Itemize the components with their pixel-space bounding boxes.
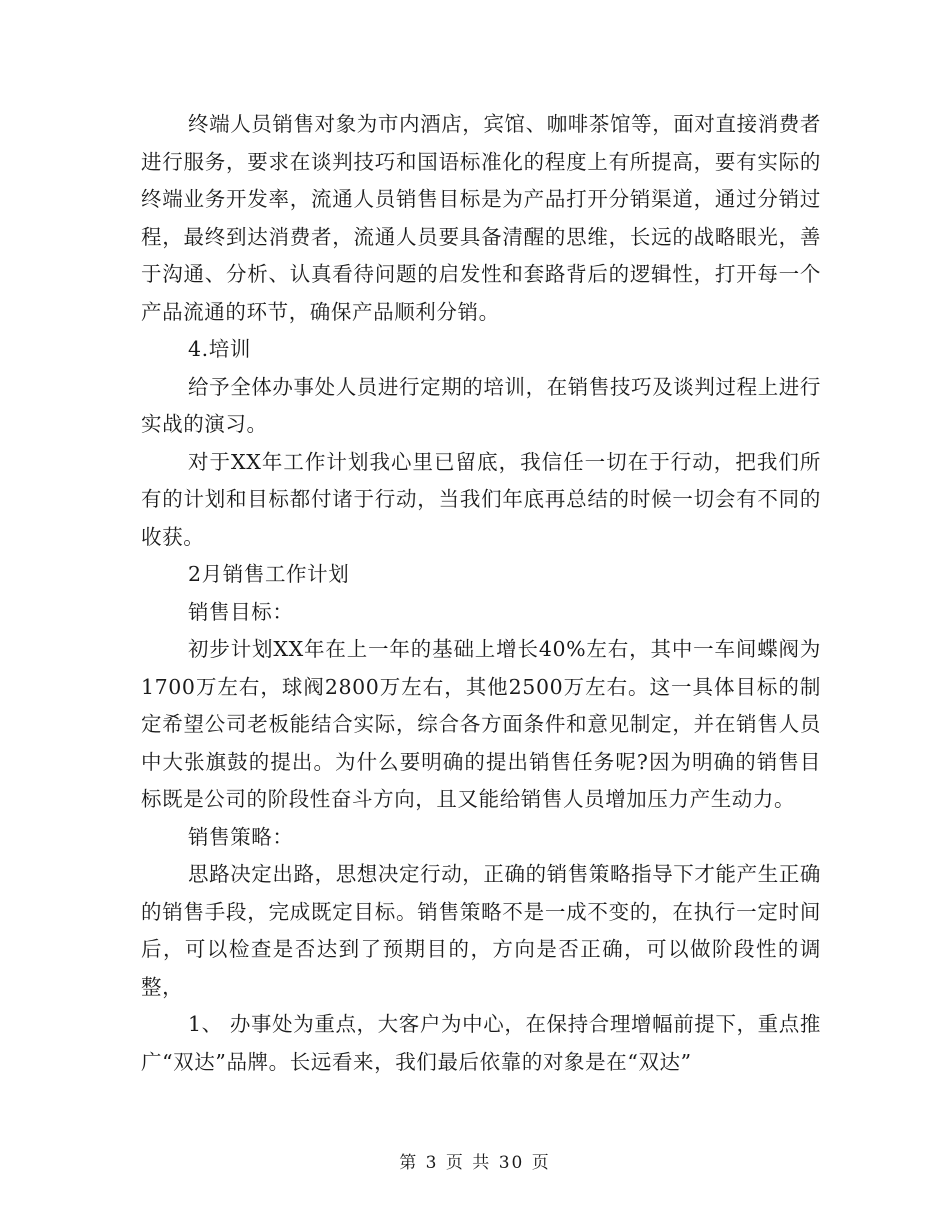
paragraph-terminal-sales: 终端人员销售对象为市内酒店，宾馆、咖啡茶馆等，面对直接消费者进行服务，要求在谈判技巧和国语标准化的程度上有所提高，要有实际的终端业务开发率，流通人员销售目标是为产品打开分销渠道，通过分销过程，最终到达消费者，流通人员要具备清醒的思维，长远的战略眼光，善于沟通、分析、认真看待问题的启发性和套路背后的逻辑性，打开每一个产品流通的环节，确保产品顺利分销。 (141, 112, 821, 324)
paragraph-training: 给予全体办事处人员进行定期的培训，在销售技巧及谈判过程上进行实战的演习。 (141, 374, 821, 436)
paragraph-sales-strategy: 思路决定出路，思想决定行动，正确的销售策略指导下才能产生正确的销售手段，完成既定目标。销售策略不是一成不变的，在执行一定时间后，可以检查是否达到了预期目的，方向是否正确，可以做阶段性的调整， (141, 862, 821, 999)
paragraph-sales-target: 初步计划XX年在上一年的基础上增长40%左右，其中一车间蝶阀为1700万左右，球阀2800万左右，其他2500万左右。这一具体目标的制定希望公司老板能结合实际，综合各方面条件和意见制定，并在销售人员中大张旗鼓的提出。为什么要明确的提出销售任务呢?因为明确的销售目标既是公司的阶段性奋斗方向，且又能给销售人员增加压力产生动力。 (141, 637, 821, 811)
page-number: 第 3 页 共 30 页 (399, 1153, 551, 1173)
paragraph-plan-summary: 对于XX年工作计划我心里已留底，我信任一切在于行动，把我们所有的计划和目标都付诸于行动，当我们年底再总结的时候一切会有不同的收获。 (141, 449, 821, 549)
heading-training: 4.培训 (188, 337, 251, 361)
page-footer (0, 1148, 950, 1173)
document-body (141, 106, 821, 1081)
heading-sales-target: 销售目标： (188, 599, 294, 624)
paragraph-strategy-item-1: 1、 办事处为重点，大客户为中心，在保持合理增幅前提下，重点推广“双达”品牌。长远看来，我们最后依靠的对象是在“双达” (141, 1012, 821, 1074)
heading-feb-plan: 2月销售工作计划 (188, 562, 350, 586)
heading-sales-strategy: 销售策略： (188, 824, 294, 849)
